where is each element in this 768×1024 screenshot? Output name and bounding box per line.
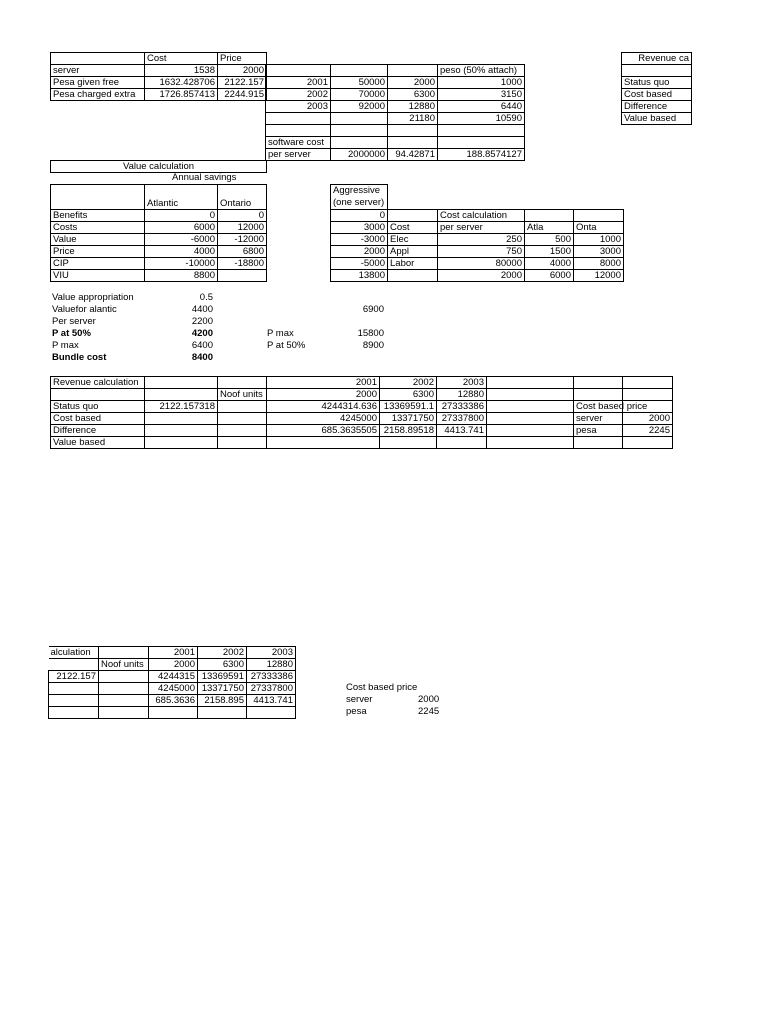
appropriation-label: Bundle cost: [52, 352, 107, 363]
one-server-label: (one server): [333, 197, 385, 208]
table-row: [331, 234, 624, 246]
cell[interactable]: [145, 437, 218, 449]
cell[interactable]: [49, 707, 99, 719]
cell[interactable]: 2000: [331, 246, 388, 258]
row-label[interactable]: Benefits: [51, 210, 145, 222]
cell[interactable]: 2122.157318: [145, 401, 218, 413]
year-cell[interactable]: 2001: [267, 377, 380, 389]
cell: [388, 185, 438, 210]
cell[interactable]: 12000: [218, 222, 267, 234]
cell[interactable]: 685.3636: [149, 695, 198, 707]
cell[interactable]: [574, 389, 623, 401]
table-row: [49, 647, 296, 659]
cell[interactable]: [218, 437, 267, 449]
table-row: [51, 258, 267, 270]
cell[interactable]: -3000: [331, 234, 388, 246]
cell[interactable]: [266, 125, 331, 137]
p50-value: 8900: [362, 340, 384, 351]
cell[interactable]: [149, 707, 198, 719]
peso-table: [265, 64, 525, 161]
cell[interactable]: [51, 185, 145, 210]
col-header-ontario[interactable]: Ontario: [218, 185, 267, 210]
cell[interactable]: [623, 377, 673, 389]
cell[interactable]: 13369591.1: [380, 401, 437, 413]
section-title[interactable]: Value calculation: [51, 161, 267, 173]
cell[interactable]: [525, 210, 574, 222]
table-row: [622, 113, 692, 125]
cell[interactable]: 4245000: [267, 413, 380, 425]
cell[interactable]: [218, 401, 267, 413]
row-label[interactable]: Status quo: [51, 401, 145, 413]
cell[interactable]: [331, 113, 388, 125]
table-row: [51, 53, 267, 65]
atla-header[interactable]: Atla: [525, 222, 574, 234]
cell[interactable]: 685.3635505: [267, 425, 380, 437]
peso-header[interactable]: peso (50% attach): [438, 65, 525, 77]
cell[interactable]: 2000: [623, 413, 673, 425]
cell[interactable]: 92000: [331, 101, 388, 113]
appropriation-label: Value appropriation: [52, 292, 134, 303]
cell[interactable]: Appl: [388, 246, 438, 258]
year-cell[interactable]: 2001: [149, 647, 198, 659]
cell[interactable]: -6000: [145, 234, 218, 246]
year-cell[interactable]: 2002: [266, 89, 331, 101]
cell[interactable]: 13371750: [198, 683, 247, 695]
cost-price-table: [50, 52, 267, 101]
row-label[interactable]: Pesa charged extra: [51, 89, 145, 101]
table-row: [266, 137, 525, 149]
cell[interactable]: [388, 137, 438, 149]
revenue-right-table: [621, 52, 692, 125]
onta-header[interactable]: Onta: [574, 222, 624, 234]
server-value: 2000: [418, 694, 440, 705]
table-row: [51, 246, 267, 258]
cell[interactable]: 2158.89518: [380, 425, 437, 437]
table-row: [51, 425, 673, 437]
cell[interactable]: 12880: [247, 659, 296, 671]
cell[interactable]: 6300: [380, 389, 437, 401]
table-row: [622, 53, 692, 65]
revenue-calc-table: [50, 376, 673, 449]
cell[interactable]: [487, 377, 574, 389]
cell[interactable]: [331, 137, 388, 149]
cell[interactable]: 2000000: [331, 149, 388, 161]
cell[interactable]: [574, 437, 623, 449]
cell[interactable]: [622, 65, 692, 77]
col-header-price[interactable]: Price: [218, 53, 267, 65]
cell[interactable]: [623, 437, 673, 449]
row-label[interactable]: Value based: [622, 113, 692, 125]
cell[interactable]: [380, 437, 437, 449]
cell[interactable]: [145, 389, 218, 401]
cell[interactable]: 0: [331, 210, 388, 222]
table-row: [51, 77, 267, 89]
table-row: [331, 185, 624, 210]
cell[interactable]: 6440: [438, 101, 525, 113]
appropriation-label: Valuefor alantic: [52, 304, 117, 315]
appropriation-value: 0.5: [199, 292, 213, 303]
pesa-label: pesa: [346, 706, 367, 717]
row-label[interactable]: Cost based: [622, 89, 692, 101]
table-row: [266, 89, 525, 101]
table-row: [622, 77, 692, 89]
cell[interactable]: 27337800: [247, 683, 296, 695]
year-cell[interactable]: 2003: [266, 101, 331, 113]
cell[interactable]: 80000: [438, 258, 525, 270]
table-row: [51, 65, 267, 77]
cell[interactable]: [388, 65, 438, 77]
cell[interactable]: [487, 425, 574, 437]
cost-cell[interactable]: 1538: [145, 65, 218, 77]
cell[interactable]: Elec: [388, 234, 438, 246]
table-row: [331, 270, 624, 282]
table-row: [331, 258, 624, 270]
cell[interactable]: [218, 425, 267, 437]
value-6900: 6900: [362, 304, 384, 315]
cell[interactable]: [145, 425, 218, 437]
year-cell[interactable]: 2002: [380, 377, 437, 389]
table-row: [51, 185, 267, 210]
cell[interactable]: 4413.741: [247, 695, 296, 707]
cell[interactable]: 1000: [438, 77, 525, 89]
table-row: [49, 659, 296, 671]
year-cell[interactable]: 2003: [437, 377, 487, 389]
price-cell[interactable]: 2000: [218, 65, 267, 77]
cell[interactable]: [388, 125, 438, 137]
row-label[interactable]: VIU: [51, 270, 145, 282]
appropriation-value: 8400: [191, 352, 213, 363]
cell[interactable]: [437, 437, 487, 449]
cell[interactable]: [99, 683, 149, 695]
table-row: [49, 671, 296, 683]
table-row: [51, 401, 673, 413]
cell[interactable]: 1500: [525, 246, 574, 258]
cell[interactable]: 4000: [145, 246, 218, 258]
aggressive-label: Aggressive: [333, 185, 380, 196]
table-row: [622, 101, 692, 113]
appropriation-label: P max: [52, 340, 79, 351]
cell[interactable]: [266, 65, 331, 77]
row-label[interactable]: Price: [51, 246, 145, 258]
cell[interactable]: [218, 413, 267, 425]
cell[interactable]: 8000: [574, 258, 624, 270]
cell[interactable]: 4413.741: [437, 425, 487, 437]
cell[interactable]: 2000: [267, 389, 380, 401]
cell: [438, 185, 525, 210]
cell[interactable]: 2000: [438, 270, 525, 282]
cell[interactable]: [487, 437, 574, 449]
cell[interactable]: [218, 377, 267, 389]
price-cell[interactable]: 2244.915: [218, 89, 267, 101]
year-cell[interactable]: 2003: [247, 647, 296, 659]
year-cell[interactable]: 2001: [266, 77, 331, 89]
cell[interactable]: 3000: [574, 246, 624, 258]
cell[interactable]: [487, 413, 574, 425]
appropriation-value: 6400: [191, 340, 213, 351]
row-label[interactable]: Difference: [622, 101, 692, 113]
appropriation-value: 4400: [191, 304, 213, 315]
cell[interactable]: 6000: [145, 222, 218, 234]
cell[interactable]: [267, 437, 380, 449]
table-row: [51, 222, 267, 234]
table-row: [51, 270, 267, 282]
cell[interactable]: 0: [145, 210, 218, 222]
cell[interactable]: [49, 695, 99, 707]
table-row: [331, 210, 624, 222]
cell: [574, 185, 624, 210]
cell[interactable]: 6300: [388, 89, 438, 101]
cell[interactable]: server: [574, 413, 623, 425]
cell: [525, 185, 574, 210]
section-title[interactable]: Revenue ca: [622, 53, 692, 65]
cell[interactable]: 8800: [145, 270, 218, 282]
cell[interactable]: 1000: [574, 234, 624, 246]
cell[interactable]: 0: [218, 210, 267, 222]
appropriation-value: 4200: [191, 328, 213, 339]
cell[interactable]: -5000: [331, 258, 388, 270]
cell[interactable]: 12000: [574, 270, 624, 282]
cell[interactable]: 27333386: [437, 401, 487, 413]
table-row: [266, 125, 525, 137]
pmax-label: P max: [267, 328, 294, 339]
aggressive-table: [330, 184, 624, 282]
cell[interactable]: [145, 377, 218, 389]
cell[interactable]: 70000: [331, 89, 388, 101]
table-row: [331, 222, 624, 234]
table-row: [51, 234, 267, 246]
cell[interactable]: [388, 270, 438, 282]
table-row: [51, 413, 673, 425]
table-row: [266, 113, 525, 125]
appropriation-label: P at 50%: [52, 328, 91, 339]
pmax-value: 15800: [357, 328, 384, 339]
cell[interactable]: [198, 707, 247, 719]
total-cell[interactable]: 10590: [438, 113, 525, 125]
cost-cell[interactable]: 1726.857413: [145, 89, 218, 101]
cell[interactable]: [438, 125, 525, 137]
sw-label[interactable]: software cost: [266, 137, 331, 149]
cell[interactable]: [388, 210, 438, 222]
cell[interactable]: [99, 695, 149, 707]
cell[interactable]: 4245000: [149, 683, 198, 695]
cell[interactable]: [574, 210, 624, 222]
cell[interactable]: [99, 671, 149, 683]
cell[interactable]: 2158.895: [198, 695, 247, 707]
cell[interactable]: 2000: [149, 659, 198, 671]
row-label[interactable]: CIP: [51, 258, 145, 270]
cell[interactable]: [99, 647, 149, 659]
table-row: [49, 683, 296, 695]
cell[interactable]: 27333386: [247, 671, 296, 683]
noof-units-label[interactable]: Noof units: [99, 659, 149, 671]
table-row: [266, 65, 525, 77]
cell[interactable]: 12880: [388, 101, 438, 113]
server-label: server: [346, 694, 373, 705]
row-label[interactable]: Value: [51, 234, 145, 246]
cell[interactable]: [99, 707, 149, 719]
aggressive-header[interactable]: [331, 185, 388, 210]
price-cell[interactable]: 2122.157: [218, 77, 267, 89]
table-row: [51, 437, 673, 449]
table-row: [51, 210, 267, 222]
table-row: [51, 389, 673, 401]
table-row: [49, 695, 296, 707]
cell[interactable]: [145, 413, 218, 425]
table-row: [331, 246, 624, 258]
table-row: [622, 65, 692, 77]
table-row: [51, 89, 267, 101]
row-label[interactable]: Status quo: [622, 77, 692, 89]
row-label[interactable]: Cost based: [51, 413, 145, 425]
table-row: [51, 161, 267, 173]
cell[interactable]: 13800: [331, 270, 388, 282]
cell[interactable]: -10000: [145, 258, 218, 270]
cell[interactable]: [331, 65, 388, 77]
cell[interactable]: Labor: [388, 258, 438, 270]
cell[interactable]: [218, 270, 267, 282]
table-row: [49, 707, 296, 719]
table-row: [622, 89, 692, 101]
cell[interactable]: 6000: [525, 270, 574, 282]
cell[interactable]: Cost: [388, 222, 438, 234]
pesa-value: 2245: [418, 706, 440, 717]
appropriation-label: Per server: [52, 316, 96, 327]
cell[interactable]: 13369591: [198, 671, 247, 683]
cell[interactable]: 3000: [331, 222, 388, 234]
cell[interactable]: 6800: [218, 246, 267, 258]
row-label[interactable]: Costs: [51, 222, 145, 234]
row-label[interactable]: Value based: [51, 437, 145, 449]
noof-units-label[interactable]: Noof units: [218, 389, 267, 401]
cell[interactable]: [49, 659, 99, 671]
row-label[interactable]: server: [51, 65, 145, 77]
cell[interactable]: [51, 53, 145, 65]
col-header-atlantic[interactable]: Atlantic: [145, 185, 218, 210]
cell[interactable]: [623, 389, 673, 401]
cell[interactable]: [331, 125, 388, 137]
p50-label: P at 50%: [267, 340, 306, 351]
table-row: [51, 377, 673, 389]
cell[interactable]: 13371750: [380, 413, 437, 425]
sw-label[interactable]: per server: [266, 149, 331, 161]
cost-based-price-label: Cost based price: [346, 682, 418, 693]
section-title[interactable]: Revenue calculation: [51, 377, 145, 389]
cell[interactable]: 3150: [438, 89, 525, 101]
cell[interactable]: 2245: [623, 425, 673, 437]
cell[interactable]: 188.8574127: [438, 149, 525, 161]
cell[interactable]: 750: [438, 246, 525, 258]
cost-calc-title[interactable]: Cost calculation: [438, 210, 525, 222]
cell[interactable]: 4244315: [149, 671, 198, 683]
cell[interactable]: [247, 707, 296, 719]
cell[interactable]: -12000: [218, 234, 267, 246]
cell[interactable]: [266, 113, 331, 125]
cell[interactable]: [487, 389, 574, 401]
cell[interactable]: 27337800: [437, 413, 487, 425]
cell[interactable]: 12880: [437, 389, 487, 401]
cell[interactable]: 94.42871: [388, 149, 438, 161]
row-label[interactable]: Pesa given free: [51, 77, 145, 89]
cell[interactable]: pesa: [574, 425, 623, 437]
annual-savings-label: Annual savings: [172, 172, 237, 183]
cell[interactable]: 4000: [525, 258, 574, 270]
table-row: [266, 149, 525, 161]
cell[interactable]: 500: [525, 234, 574, 246]
table-row: [266, 77, 525, 89]
cell[interactable]: 2122.157: [49, 671, 99, 683]
cell[interactable]: 2000: [388, 77, 438, 89]
cell[interactable]: [49, 683, 99, 695]
revenue-lower-table: [48, 646, 296, 719]
value-calc-table: [50, 184, 267, 282]
year-cell[interactable]: 2002: [198, 647, 247, 659]
cell[interactable]: [487, 401, 574, 413]
cell[interactable]: [574, 377, 623, 389]
table-row: [266, 101, 525, 113]
total-cell[interactable]: 21180: [388, 113, 438, 125]
cell[interactable]: 4244314.636: [267, 401, 380, 413]
per-server-header[interactable]: per server: [438, 222, 525, 234]
cost-cell[interactable]: 1632.428706: [145, 77, 218, 89]
cell[interactable]: 6300: [198, 659, 247, 671]
section-title[interactable]: alculation: [49, 647, 99, 659]
cell[interactable]: [438, 137, 525, 149]
cell[interactable]: 50000: [331, 77, 388, 89]
cell[interactable]: -18800: [218, 258, 267, 270]
cell[interactable]: [51, 389, 145, 401]
col-header-cost[interactable]: Cost: [145, 53, 218, 65]
cost-based-price-label[interactable]: Cost based price: [574, 401, 623, 413]
appropriation-value: 2200: [191, 316, 213, 327]
row-label[interactable]: Difference: [51, 425, 145, 437]
cell[interactable]: 250: [438, 234, 525, 246]
